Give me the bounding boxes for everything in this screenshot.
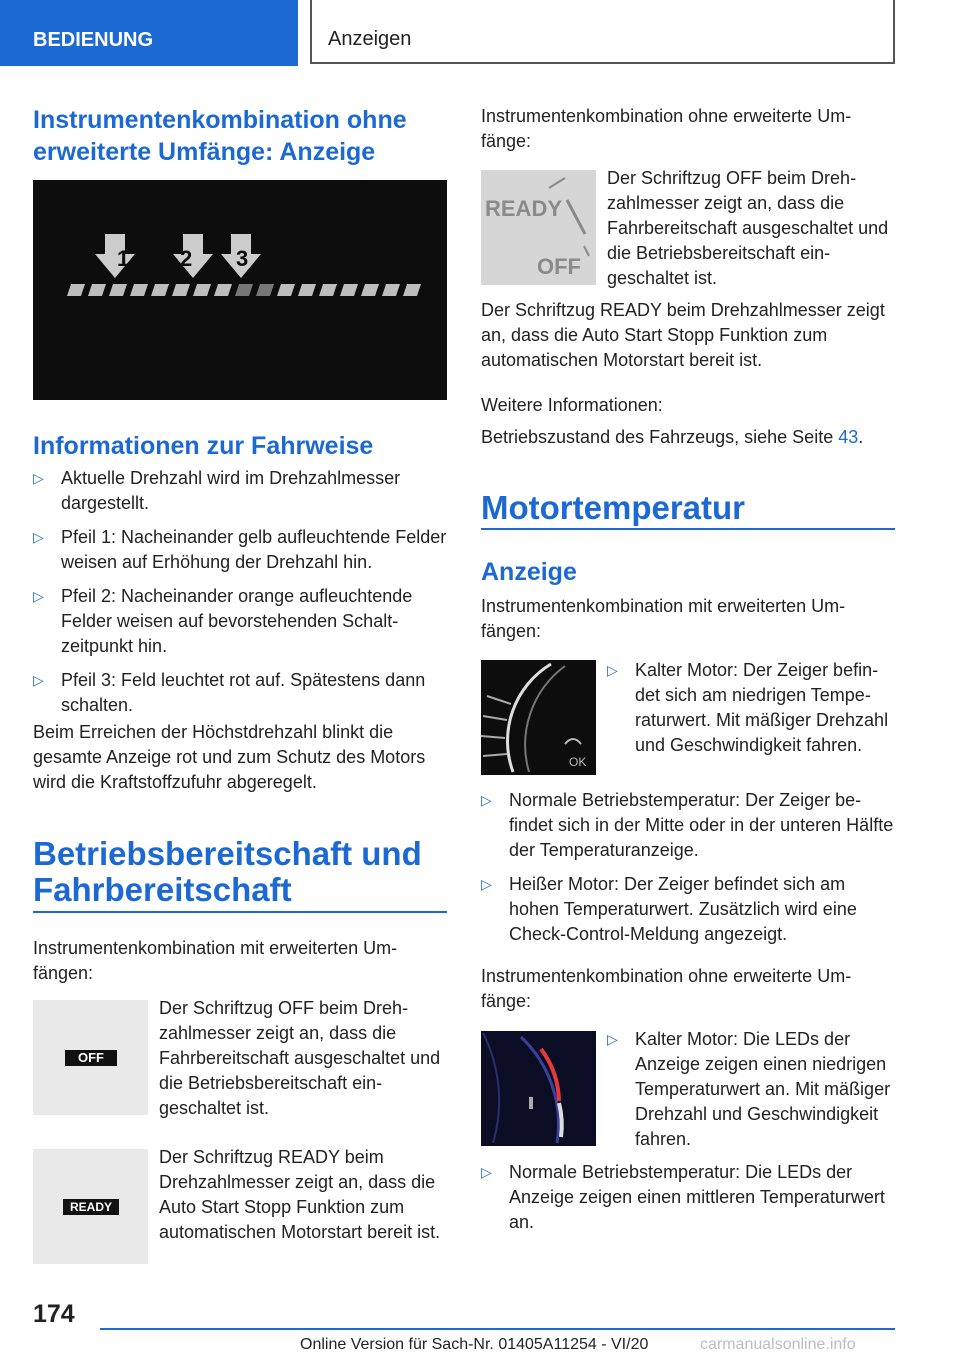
triangle-bullet-icon: ▷	[607, 1031, 618, 1047]
arrow-2-icon	[173, 234, 213, 278]
hoechstdrehzahl-paragraph: Beim Erreichen der Höchstdrehzahl blinkt die gesamte Anzeige rot und zum Schutz des Motors wird die Kraftstoffzufuhr abgeregelt.	[33, 722, 426, 792]
off-badge: OFF	[65, 1050, 117, 1066]
intro-no-extended: Instrumentenkombination ohne erweiterte Umfänge:	[481, 106, 852, 151]
heading-fahrweise: Informationen zur Fahrweise	[33, 432, 374, 460]
temp-icon	[529, 1097, 533, 1109]
indicator-segment	[298, 284, 316, 296]
triangle-bullet-icon: ▷	[607, 662, 618, 678]
triangle-bullet-icon: ▷	[33, 588, 44, 604]
shift-indicator-graphic	[33, 180, 447, 400]
page-title: Anzeigen	[328, 28, 412, 50]
list-item: ▷ Kalter Motor: Der Zeiger befindet sich am niedrigen Temperaturwert. Mit mäßiger Drehzahl und Geschwindigkeit fahren.	[607, 660, 889, 755]
list-item: ▷ Normale Betriebstemperatur: Der Zeiger befindet sich in der Mitte oder in der unteren Hälfte der Temperaturanzeige.	[481, 790, 894, 860]
triangle-bullet-icon: ▷	[481, 1164, 492, 1180]
intro-extended-right: Instrumentenkombination mit erweiterten Umfängen:	[481, 596, 846, 641]
indicator-segment	[277, 284, 295, 296]
indicator-segment	[151, 284, 169, 296]
temp-gauge-extended-image	[481, 660, 596, 775]
list-item: ▷ Normale Betriebstemperatur: Die LEDs der Anzeige zeigen einen mittleren Temperaturwert an.	[481, 1162, 885, 1232]
page-number: 174	[33, 1300, 75, 1328]
ready-gauge-label: READY	[485, 196, 563, 221]
list-item: ▷ Pfeil 1: Nacheinander gelb aufleuchtende Felder weisen auf Erhöhung der Drehzahl hin.	[33, 527, 447, 572]
heading-rule	[481, 528, 895, 530]
heading-motortemperatur: Motortemperatur	[481, 489, 746, 526]
ready-badge: READY	[63, 1199, 119, 1215]
indicator-segment	[109, 284, 127, 296]
indicator-segment	[319, 284, 337, 296]
motortemp-list-2	[481, 1160, 895, 1244]
indicator-segment	[361, 284, 379, 296]
off-description: Der Schriftzug OFF beim Drehzahlmesser zeigt an, dass die Fahrbereitschaft ausgeschaltet und die Betriebsbereitschaft eingeschaltet ist.	[159, 998, 441, 1118]
online-version-text: Online Version für Sach-Nr. 01405A11254 - VI/20	[300, 1336, 649, 1353]
intro-no-extended-2: Instrumentenkombination ohne erweiterte Umfänge:	[481, 966, 852, 1011]
heading-betriebsbereitschaft: Betriebsbereitschaft und Fahrbereitschaft	[33, 835, 422, 908]
arrow-1-label: 1	[117, 246, 130, 271]
triangle-bullet-icon: ▷	[33, 672, 44, 688]
indicator-segment	[214, 284, 232, 296]
indicator-segment	[235, 284, 253, 296]
ready-description-right: Der Schriftzug READY beim Drehzahlmesser zeigt an, dass die Auto Start Stopp Funktion zum automatischen Motorstart bereit ist.	[481, 300, 885, 370]
indicator-segment	[340, 284, 358, 296]
ready-image	[33, 1149, 148, 1264]
list-item: ▷ Aktuelle Drehzahl wird im Drehzahlmesser dargestellt.	[33, 468, 401, 513]
betriebszustand-reference: Betriebszustand des Fahrzeugs, siehe Seite 43.	[481, 427, 864, 447]
indicator-segment	[67, 284, 85, 296]
off-description-right: Der Schriftzug OFF beim Drehzahlmesser zeigt an, dass die Fahrbereitschaft ausgeschaltet und die Betriebsbereitschaft eingeschaltet ist.	[607, 168, 889, 288]
heading-anzeige: Anzeige	[481, 558, 577, 586]
heading-rule	[33, 911, 447, 913]
off-gauge-label: OFF	[537, 254, 581, 279]
temp-gauge-extended-graphic	[481, 660, 596, 775]
off-image	[33, 1000, 148, 1115]
indicator-segment	[256, 284, 274, 296]
indicator-segment	[403, 284, 421, 296]
indicator-segment	[172, 284, 190, 296]
temp-led-gauge-image	[481, 1031, 596, 1146]
arrow-3-label: 3	[236, 246, 249, 271]
list-item: ▷ Pfeil 2: Nacheinander orange aufleuchtende Felder weisen auf bevorstehenden Schaltzeitpunkt hin.	[33, 586, 413, 656]
temp-led-gauge-graphic	[481, 1031, 596, 1146]
section-tab	[0, 0, 298, 66]
motortemp-list-1-top	[607, 658, 897, 767]
header-frame	[310, 0, 895, 64]
shift-indicator-image	[33, 180, 447, 400]
indicator-segment	[193, 284, 211, 296]
ready-off-gauge-graphic	[481, 170, 596, 285]
page-link-43[interactable]: 43	[838, 427, 859, 447]
watermark: carmanualsonline.info	[700, 1336, 856, 1353]
fahrweise-list	[33, 466, 447, 727]
arrow-2-label: 2	[180, 246, 193, 271]
section-label: BEDIENUNG	[33, 29, 154, 51]
indicator-segment	[382, 284, 400, 296]
ready-off-gauge-image	[481, 170, 596, 285]
list-item: ▷ Pfeil 3: Feld leuchtet rot auf. Spätestens dann schalten.	[33, 670, 426, 715]
ok-label: OK	[569, 755, 587, 769]
triangle-bullet-icon: ▷	[481, 792, 492, 808]
triangle-bullet-icon: ▷	[33, 470, 44, 486]
footer-rule	[100, 1328, 895, 1330]
triangle-bullet-icon: ▷	[481, 876, 492, 892]
motortemp-list-1	[481, 788, 895, 956]
page-header	[0, 0, 960, 66]
list-item: ▷ Kalter Motor: Die LEDs der Anzeige zeigen einen niedrigen Temperaturwert an. Mit mäßiger Drehzahl und Geschwindigkeit fahren.	[607, 1029, 891, 1149]
engine-temp-icon	[565, 739, 581, 744]
indicator-segments	[67, 284, 421, 296]
heading-instrument-no-extended: Instrumentenkombination ohne erweiterte Umfänge: Anzeige	[33, 106, 407, 166]
indicator-segment	[88, 284, 106, 296]
weitere-informationen: Weitere Informationen:	[481, 395, 663, 415]
triangle-bullet-icon: ▷	[33, 529, 44, 545]
indicator-segment	[130, 284, 148, 296]
list-item: ▷ Heißer Motor: Der Zeiger befindet sich am hohen Temperaturwert. Zusätzlich wird eine Check-Control-Meldung angezeigt.	[481, 874, 857, 944]
intro-extended: Instrumentenkombination mit erweiterten Umfängen:	[33, 938, 398, 983]
ready-description: Der Schriftzug READY beim Drehzahlmesser zeigt an, dass die Auto Start Stopp Funktion zum automatischen Motorstart bereit ist.	[159, 1147, 441, 1242]
motortemp-list-2-top	[607, 1027, 897, 1161]
